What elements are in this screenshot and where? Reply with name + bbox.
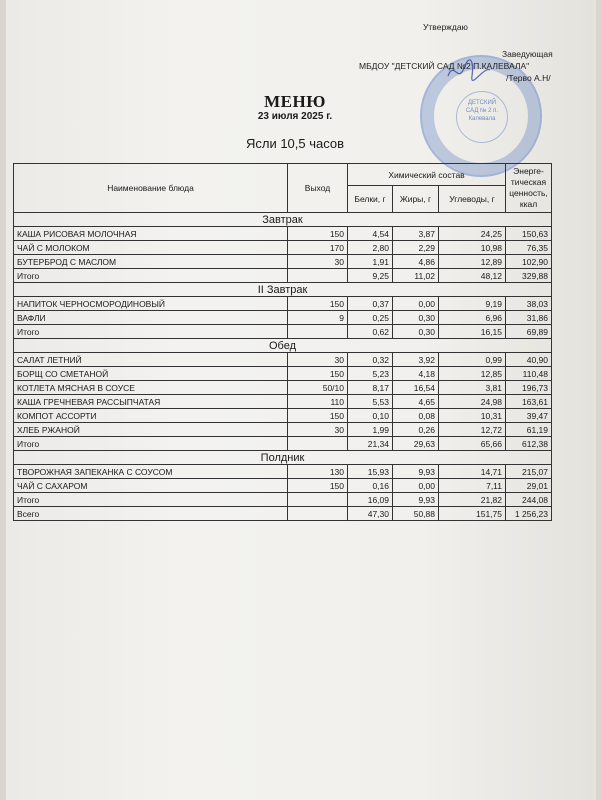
dish-carbs: 12,85 [439, 367, 506, 381]
section-total-row [14, 325, 552, 339]
dish-name: КОМПОТ АССОРТИ [14, 409, 288, 423]
dish-portion: 50/10 [288, 381, 348, 395]
dish-protein: 1,99 [348, 423, 393, 437]
dish-energy: 76,35 [506, 241, 552, 255]
dish-carbs: 3,81 [439, 381, 506, 395]
dish-name: КАША ГРЕЧНЕВАЯ РАССЫПЧАТАЯ [14, 395, 288, 409]
section-header-row [14, 213, 552, 227]
dish-energy: 102,90 [506, 255, 552, 269]
dish-carbs: 14,71 [439, 465, 506, 479]
page-title: МЕНЮ [264, 92, 326, 111]
total-label: Итого [14, 493, 288, 507]
section-title: II Завтрак [14, 283, 552, 297]
total-energy: 244,08 [506, 493, 552, 507]
dish-name: САЛАТ ЛЕТНИЙ [14, 353, 288, 367]
dish-portion: 30 [288, 353, 348, 367]
total-fat: 9,93 [393, 493, 439, 507]
dish-carbs: 9,19 [439, 297, 506, 311]
section-total-row [14, 437, 552, 451]
dish-fat: 0,08 [393, 409, 439, 423]
approval-signatory: /Терво А.Н/ [506, 73, 551, 83]
dish-carbs: 7,11 [439, 479, 506, 493]
table-row [14, 311, 552, 325]
column-fat: Жиры, г [393, 186, 439, 213]
dish-name: ЧАЙ С САХАРОМ [14, 479, 288, 493]
dish-protein: 0,16 [348, 479, 393, 493]
dish-portion: 30 [288, 255, 348, 269]
dish-carbs: 10,98 [439, 241, 506, 255]
dish-carbs: 10,31 [439, 409, 506, 423]
dish-name: КАША РИСОВАЯ МОЛОЧНАЯ [14, 227, 288, 241]
dish-fat: 3,92 [393, 353, 439, 367]
dish-energy: 38,03 [506, 297, 552, 311]
total-fat: 0,30 [393, 325, 439, 339]
total-energy: 329,88 [506, 269, 552, 283]
dish-energy: 61,19 [506, 423, 552, 437]
dish-name: БОРЩ СО СМЕТАНОЙ [14, 367, 288, 381]
dish-protein: 1,91 [348, 255, 393, 269]
section-title: Обед [14, 339, 552, 353]
dish-carbs: 24,98 [439, 395, 506, 409]
table-body [14, 213, 552, 521]
table-row [14, 227, 552, 241]
dish-energy: 29,01 [506, 479, 552, 493]
grand-total-label: Всего [14, 507, 288, 521]
total-portion [288, 269, 348, 283]
grand-total-fat: 50,88 [393, 507, 439, 521]
dish-carbs: 12,72 [439, 423, 506, 437]
grand-total-carbs: 151,75 [439, 507, 506, 521]
table-row [14, 479, 552, 493]
dish-protein: 0,32 [348, 353, 393, 367]
dish-protein: 0,10 [348, 409, 393, 423]
grand-total-row [14, 507, 552, 521]
total-label: Итого [14, 325, 288, 339]
menu-date: 23 июля 2025 г. [257, 111, 333, 122]
dish-energy: 163,61 [506, 395, 552, 409]
dish-protein: 5,23 [348, 367, 393, 381]
table-row [14, 395, 552, 409]
total-protein: 16,09 [348, 493, 393, 507]
dish-protein: 2,80 [348, 241, 393, 255]
dish-protein: 0,37 [348, 297, 393, 311]
menu-table [13, 163, 552, 521]
total-carbs: 48,12 [439, 269, 506, 283]
table-row [14, 465, 552, 479]
dish-portion: 110 [288, 395, 348, 409]
section-header-row [14, 339, 552, 353]
dish-carbs: 12,89 [439, 255, 506, 269]
section-title: Полдник [14, 451, 552, 465]
table-row [14, 297, 552, 311]
total-carbs: 21,82 [439, 493, 506, 507]
column-dish: Наименование блюда [14, 164, 288, 213]
total-energy: 612,38 [506, 437, 552, 451]
dish-energy: 215,07 [506, 465, 552, 479]
stamp-text: ДЕТСКИЙ САД № 2 п. Калевала [465, 100, 499, 122]
table-row [14, 255, 552, 269]
table-row [14, 381, 552, 395]
section-header-row [14, 283, 552, 297]
dish-energy: 39,47 [506, 409, 552, 423]
dish-portion: 150 [288, 367, 348, 381]
dish-portion: 150 [288, 409, 348, 423]
total-portion [288, 437, 348, 451]
dish-carbs: 6,96 [439, 311, 506, 325]
dish-fat: 4,65 [393, 395, 439, 409]
dish-fat: 0,00 [393, 297, 439, 311]
section-header-row [14, 451, 552, 465]
dish-name: НАПИТОК ЧЕРНОСМОРОДИНОВЫЙ [14, 297, 288, 311]
dish-energy: 31,86 [506, 311, 552, 325]
dish-fat: 9,93 [393, 465, 439, 479]
total-energy: 69,89 [506, 325, 552, 339]
dish-fat: 2,29 [393, 241, 439, 255]
total-fat: 29,63 [393, 437, 439, 451]
column-carbs: Углеводы, г [439, 186, 506, 213]
dish-fat: 0,26 [393, 423, 439, 437]
approval-organization: МБДОУ "ДЕТСКИЙ САД №2 П.КАЛЕВАЛА" [359, 61, 530, 71]
menu-group: Ясли 10,5 часов [245, 136, 345, 151]
table-row [14, 423, 552, 437]
approval-label: Утверждаю [423, 22, 468, 32]
dish-portion: 150 [288, 227, 348, 241]
dish-protein: 15,93 [348, 465, 393, 479]
table-header [14, 164, 552, 213]
grand-total-protein: 47,30 [348, 507, 393, 521]
dish-portion: 150 [288, 479, 348, 493]
dish-portion: 130 [288, 465, 348, 479]
dish-portion: 30 [288, 423, 348, 437]
dish-fat: 0,30 [393, 311, 439, 325]
dish-fat: 4,18 [393, 367, 439, 381]
column-protein: Белки, г [348, 186, 393, 213]
approval-position: Заведующая [502, 49, 553, 59]
grand-total-portion [288, 507, 348, 521]
dish-energy: 196,73 [506, 381, 552, 395]
column-portion: Выход [288, 164, 348, 213]
section-title: Завтрак [14, 213, 552, 227]
dish-fat: 3,87 [393, 227, 439, 241]
grand-total-energy: 1 256,23 [506, 507, 552, 521]
dish-fat: 0,00 [393, 479, 439, 493]
total-carbs: 65,66 [439, 437, 506, 451]
dish-carbs: 24,25 [439, 227, 506, 241]
table-row [14, 409, 552, 423]
dish-portion: 150 [288, 297, 348, 311]
dish-energy: 40,90 [506, 353, 552, 367]
column-chemical: Химический состав [348, 164, 506, 186]
total-protein: 21,34 [348, 437, 393, 451]
total-label: Итого [14, 269, 288, 283]
total-fat: 11,02 [393, 269, 439, 283]
table-row [14, 367, 552, 381]
dish-name: ЧАЙ С МОЛОКОМ [14, 241, 288, 255]
total-portion [288, 325, 348, 339]
dish-portion: 170 [288, 241, 348, 255]
dish-name: ХЛЕБ РЖАНОЙ [14, 423, 288, 437]
dish-energy: 150,63 [506, 227, 552, 241]
total-label: Итого [14, 437, 288, 451]
dish-name: БУТЕРБРОД С МАСЛОМ [14, 255, 288, 269]
dish-fat: 16,54 [393, 381, 439, 395]
section-total-row [14, 269, 552, 283]
dish-name: ТВОРОЖНАЯ ЗАПЕКАНКА С СОУСОМ [14, 465, 288, 479]
total-protein: 9,25 [348, 269, 393, 283]
dish-protein: 0,25 [348, 311, 393, 325]
dish-fat: 4,86 [393, 255, 439, 269]
dish-energy: 110,48 [506, 367, 552, 381]
dish-name: КОТЛЕТА МЯСНАЯ В СОУСЕ [14, 381, 288, 395]
section-total-row [14, 493, 552, 507]
column-energy: Энерге-тическая ценность, ккал [506, 164, 552, 213]
table-row [14, 353, 552, 367]
dish-protein: 5,53 [348, 395, 393, 409]
total-protein: 0,62 [348, 325, 393, 339]
dish-carbs: 0,99 [439, 353, 506, 367]
dish-protein: 8,17 [348, 381, 393, 395]
total-carbs: 16,15 [439, 325, 506, 339]
dish-portion: 9 [288, 311, 348, 325]
total-portion [288, 493, 348, 507]
dish-protein: 4,54 [348, 227, 393, 241]
table-row [14, 241, 552, 255]
dish-name: ВАФЛИ [14, 311, 288, 325]
